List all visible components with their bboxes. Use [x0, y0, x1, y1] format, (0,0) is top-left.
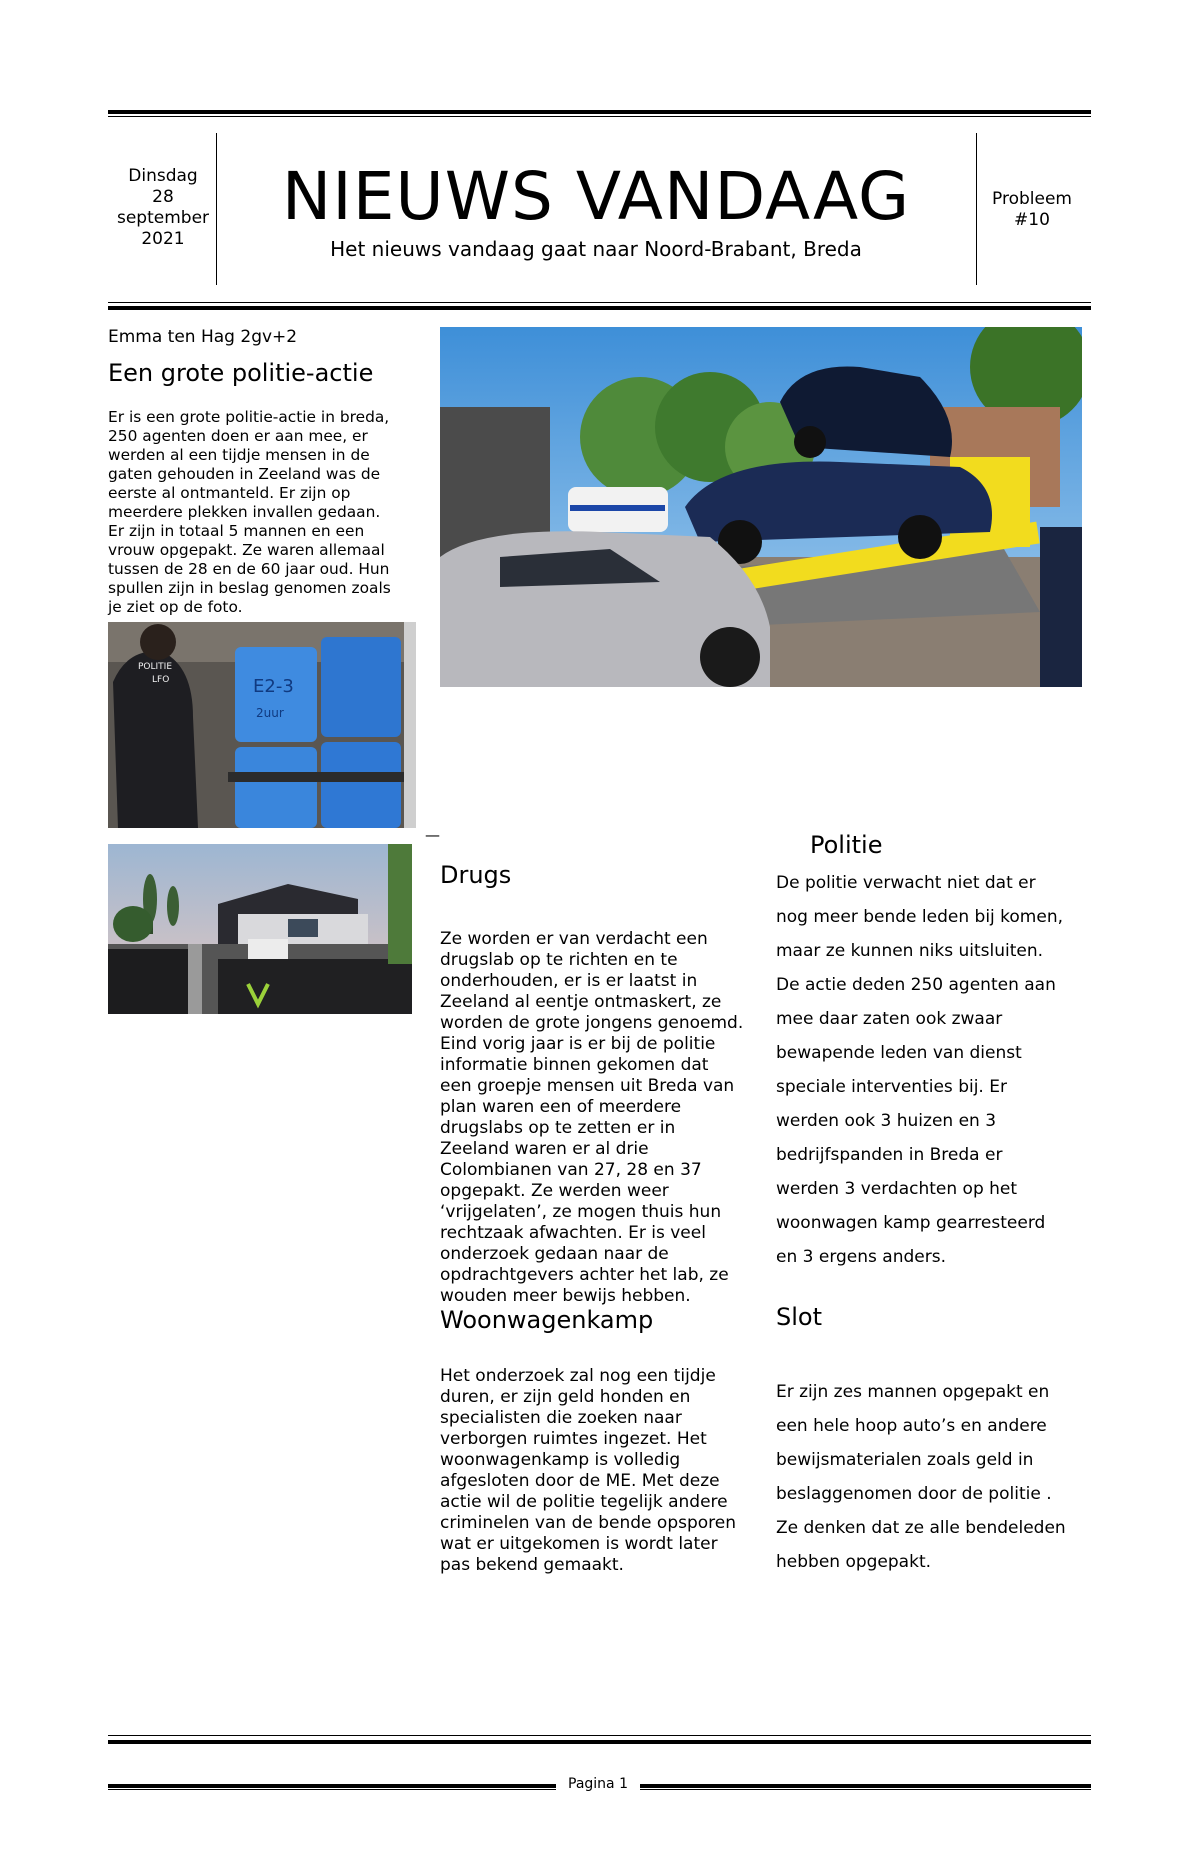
page-number: Pagina 1	[568, 1776, 628, 1792]
main-article-line: werden al een tijdje mensen in de	[108, 446, 370, 464]
politie-line: en 3 ergens anders.	[776, 1247, 946, 1267]
date-day: 28	[152, 187, 174, 207]
masthead-rule-thick	[108, 306, 1091, 310]
woonwagenkamp-line: woonwagenkamp is volledig	[440, 1450, 681, 1470]
main-article-line: 250 agenten doen er aan mee, er	[108, 427, 368, 445]
woonwagenkamp-line: Het onderzoek zal nog een tijdje	[440, 1366, 716, 1386]
date-block	[110, 166, 216, 250]
slot-line: beslaggenomen door de politie .	[776, 1484, 1052, 1504]
politie-line: mee daar zaten ook zwaar	[776, 1009, 1003, 1029]
masthead-rule-thin	[108, 302, 1091, 303]
main-article-line: gaten gehouden in Zeeland was de	[108, 465, 381, 483]
woonwagenkamp-line: specialisten die zoeken naar	[440, 1408, 682, 1428]
slot-line: hebben opgepakt.	[776, 1552, 932, 1572]
canisters-photo-text: LFO	[152, 675, 170, 685]
main-article-line: meerdere plekken invallen gedaan.	[108, 503, 381, 521]
drugs-line: wouden meer bewijs hebben.	[440, 1286, 691, 1306]
main-article-line: eerste al ontmanteld. Er zijn op	[108, 484, 351, 502]
politie-line: maar ze kunnen niks uitsluiten.	[776, 941, 1044, 961]
drugs-heading: Drugs	[440, 861, 512, 889]
woonwagenkamp-line: criminelen van de bende opsporen	[440, 1513, 737, 1533]
woonwagenkamp-line: duren, er zijn geld honden en	[440, 1387, 691, 1407]
politie-line: De actie deden 250 agenten aan	[776, 975, 1056, 995]
drugs-line: opgepakt. Ze werden weer	[440, 1181, 669, 1201]
politie-body	[776, 866, 1092, 1274]
author-line: Emma ten Hag 2gv+2	[108, 327, 298, 347]
date-month: september	[116, 208, 210, 228]
slot-line: bewijsmaterialen zoals geld in	[776, 1450, 1034, 1470]
drugs-line: Eind vorig jaar is er bij de politie	[440, 1034, 716, 1054]
politie-line: bewapende leden van dienst	[776, 1043, 1022, 1063]
canisters-photo-text: 2uur	[256, 706, 284, 720]
politie-line: speciale interventies bij. Er	[776, 1077, 1007, 1097]
politie-line: nog meer bende leden bij komen,	[776, 907, 1064, 927]
drugs-line: Colombianen van 27, 28 en 37	[440, 1160, 702, 1180]
politie-line: werden 3 verdachten op het	[776, 1179, 1018, 1199]
drugs-line: plan waren een of meerdere	[440, 1097, 682, 1117]
woonwagenkamp-line: afgesloten door de ME. Met deze	[440, 1471, 720, 1491]
drugs-line: opdrachtgevers achter het lab, ze	[440, 1265, 729, 1285]
politie-line: werden ook 3 huizen en 3	[776, 1111, 997, 1131]
canisters-photo-text: POLITIE	[138, 662, 173, 672]
drugs-line: drugslabs op te zetten er in	[440, 1118, 676, 1138]
main-article-line: Er zijn in totaal 5 mannen en een	[108, 522, 365, 540]
woonwagenkamp-line: verborgen ruimtes ingezet. Het	[440, 1429, 707, 1449]
top-rule-thin	[108, 116, 1091, 117]
drugs-line: informatie binnen gekomen dat	[440, 1055, 709, 1075]
tow-truck-photo	[440, 327, 1082, 687]
drugs-line: onderhouden, er is er laatst in	[440, 971, 698, 991]
drugs-line: worden de grote jongens genoemd.	[440, 1013, 744, 1033]
drugs-line: Ze worden er van verdacht een	[440, 929, 708, 949]
drugs-line: een groepje mensen uit Breda van	[440, 1076, 735, 1096]
woonwagenkamp-line: pas bekend gemaakt.	[440, 1555, 624, 1575]
date-weekday: Dinsdag	[128, 166, 198, 186]
footer-right-rule-thin	[640, 1789, 1091, 1790]
camp-photo	[108, 844, 412, 1014]
main-article-body	[108, 408, 428, 617]
top-rule-thick	[108, 110, 1091, 114]
woonwagenkamp-heading: Woonwagenkamp	[440, 1306, 654, 1334]
drugs-line: ‘vrijgelaten’, ze mogen thuis hun	[440, 1202, 722, 1222]
footer-left-rule-thin	[108, 1789, 556, 1790]
drugs-body	[440, 929, 775, 1307]
drugs-line: drugslab op te richten en te	[440, 950, 678, 970]
slot-line: een hele hoop auto’s en andere	[776, 1416, 1047, 1436]
footer-rule-thick	[108, 1740, 1091, 1744]
politie-line: De politie verwacht niet dat er	[776, 873, 1036, 893]
footer-rule-thin	[108, 1735, 1091, 1736]
canisters-photo-text: E2-3	[253, 676, 294, 697]
dash-mark: —	[425, 826, 440, 844]
date-year: 2021	[141, 229, 185, 249]
canisters-photo	[108, 622, 416, 828]
masthead-subtitle: Het nieuws vandaag gaat naar Noord-Brabant, Breda	[330, 237, 862, 261]
slot-line: Ze denken dat ze alle bendeleden	[776, 1518, 1066, 1538]
masthead-title: NIEUWS VANDAAG	[281, 158, 911, 235]
politie-line: woonwagen kamp gearresteerd	[776, 1213, 1046, 1233]
slot-line: Er zijn zes mannen opgepakt en	[776, 1382, 1050, 1402]
woonwagenkamp-line: wat er uitgekomen is wordt later	[440, 1534, 718, 1554]
politie-heading: Politie	[810, 831, 883, 859]
drugs-line: rechtzaak afwachten. Er is veel	[440, 1223, 706, 1243]
slot-body	[776, 1375, 1092, 1579]
footer-right-rule-thick	[640, 1784, 1091, 1788]
main-article-line: tussen de 28 en de 60 jaar oud. Hun	[108, 560, 390, 578]
slot-heading: Slot	[776, 1303, 822, 1331]
main-article-line: spullen zijn in beslag genomen zoals	[108, 579, 391, 597]
main-article-line: je ziet op de foto.	[108, 598, 243, 616]
drugs-line: Zeeland al eentje ontmaskert, ze	[440, 992, 722, 1012]
main-article-line: vrouw opgepakt. Ze waren allemaal	[108, 541, 385, 559]
drugs-line: Zeeland waren er al drie	[440, 1139, 649, 1159]
drugs-line: onderzoek gedaan naar de	[440, 1244, 669, 1264]
main-article-line: Er is een grote politie-actie in breda,	[108, 408, 390, 426]
woonwagenkamp-line: actie wil de politie tegelijk andere	[440, 1492, 728, 1512]
footer-left-rule-thick	[108, 1784, 556, 1788]
issue-label: Probleem	[992, 189, 1072, 209]
issue-number: #10	[1014, 210, 1050, 230]
politie-line: bedrijfspanden in Breda er	[776, 1145, 1003, 1165]
issue-block	[976, 189, 1088, 231]
main-article-heading: Een grote politie-actie	[108, 359, 374, 387]
woonwagenkamp-body	[440, 1366, 775, 1576]
